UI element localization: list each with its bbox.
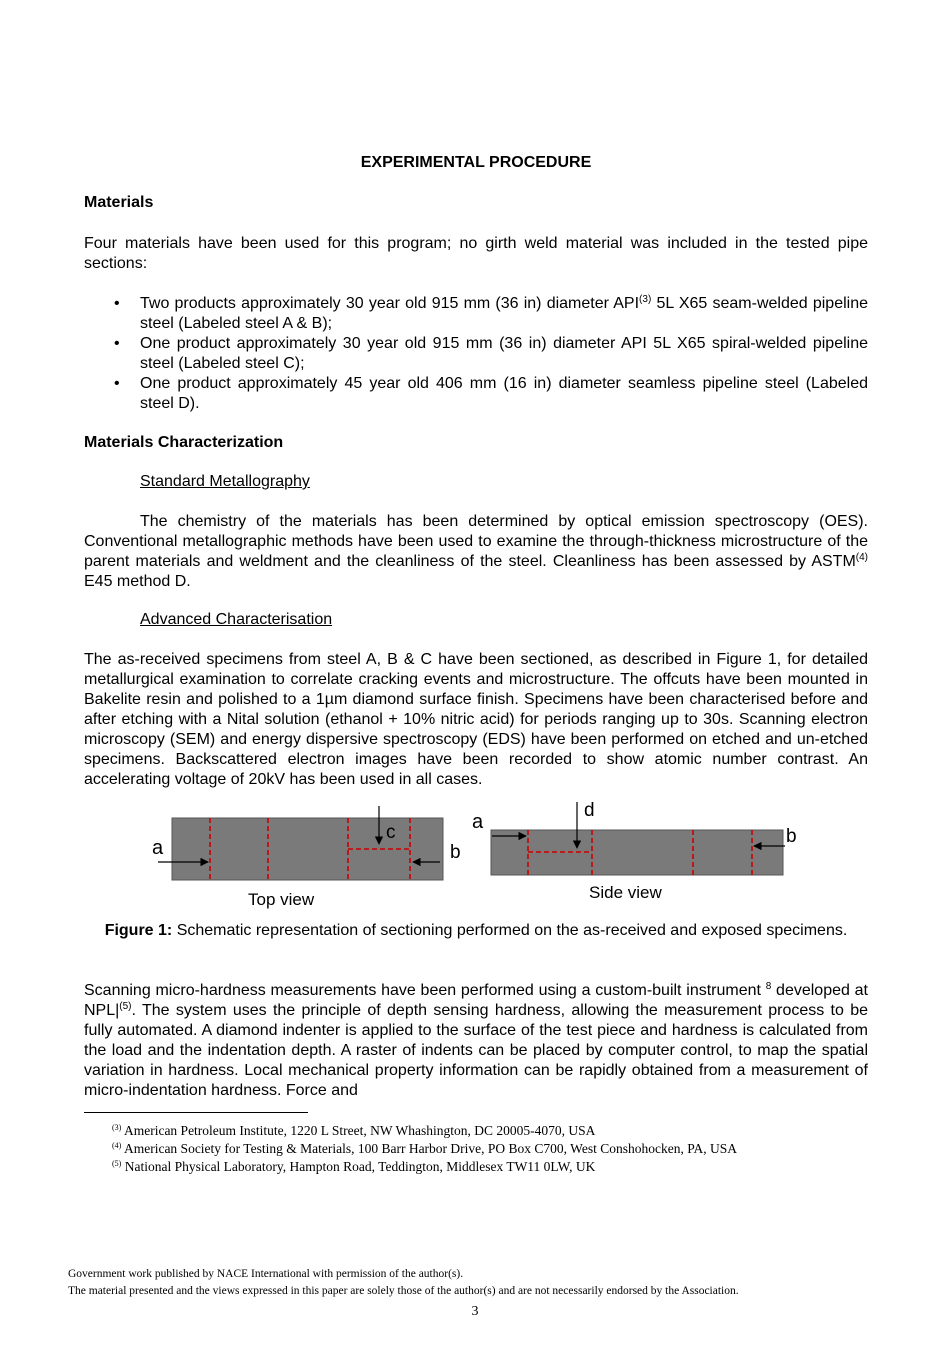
section-title: EXPERIMENTAL PROCEDURE (360, 154, 592, 171)
list-item: • One product approximately 45 year old 406 mm (16 in) diameter seamless pipeline steel (Labeled steel D). (114, 375, 868, 412)
label-d: d (584, 800, 595, 821)
figure-1-caption: Figure 1: Schematic representation of sectioning performed on the as-received and exposed specimens. (104, 922, 848, 939)
top-view-label: Top view (248, 890, 315, 909)
advanced-characterisation-text: The as-received specimens from steel A, B & C have been sectioned, as described in Figure 1, for detailed metallurgical examination to correlate cracking events and microstructure. The offcuts have been mounted in Bakelite resin and polished to a 1µm diamond surface finish. Specimens have been characterised before and after etching with a Nital solution (ethanol + 10% nitric acid) for periods ranging up to 30s. Scanning electron microscopy (SEM) and energy dispersive spectroscopy (EDS) have been performed on etched and un-etched specimens. Backscattered electron images have been recorded to show atomic number contrast. An accelerating voltage of 20kV has been used in all cases. (84, 651, 868, 788)
footnote-item: $^{(4)}$ American Society for Testing & Materials, 100 Barr Harbor Drive, PO Box C700, West Conshohocken, PA, USA (112, 1141, 737, 1156)
label-b: b (786, 826, 797, 847)
side-view-specimen-bar (491, 830, 783, 875)
footer-line: Government work published by NACE International with permission of the author(s). (68, 1268, 464, 1280)
footnotes (112, 1122, 737, 1176)
materials-intro: Four materials have been used for this program; no girth weld material was included in the tested pipe sections: (84, 235, 868, 272)
footnote-item: $^{(3)}$ American Petroleum Institute, 1220 L Street, NW Whashington, DC 20005-4070, USA (112, 1123, 596, 1138)
bullet-icon: • (114, 335, 120, 352)
figure-1-schematic (140, 800, 820, 912)
label-c: c (386, 822, 396, 843)
bullet-icon: • (114, 295, 120, 312)
top-view-diagram (152, 806, 461, 909)
page-footer (68, 1266, 739, 1300)
label-b: b (450, 842, 461, 863)
footnote-divider (84, 1112, 308, 1113)
label-a: a (472, 811, 484, 833)
footer-line: The material presented and the views expressed in this paper are solely those of the author(s) and are not necessarily endorsed by the Association. (68, 1285, 739, 1297)
side-view-label: Side view (589, 883, 662, 902)
label-a: a (152, 837, 164, 859)
footnote-item: $^{(5)}$ National Physical Laboratory, Hampton Road, Teddington, Middlesex TW11 0LW, UK (112, 1159, 596, 1174)
characterization-heading: Materials Characterization (84, 434, 284, 451)
standard-metallography-subheading: Standard Metallography (140, 473, 310, 490)
bullet-icon: • (114, 375, 120, 392)
list-item: • Two products approximately 30 year old 915 mm (36 in) diameter API$^{(3)}$ 5L X65 seam-welded pipeline steel (Labeled steel A & B); (114, 294, 869, 332)
standard-metallography-text: The chemistry of the materials has been determined by optical emission spectroscopy (OES). Conventional metallographic methods have been used to examine the through-thickness microstructure of the parent materials and weldment and the cleanliness of the steel. Cleanliness has been assessed by ASTM$^{(4)}$ E45 method D. (84, 513, 868, 590)
materials-list (84, 294, 868, 414)
top-view-specimen-bar (172, 818, 443, 880)
materials-heading: Materials (84, 194, 154, 211)
list-item: • One product approximately 30 year old 915 mm (36 in) diameter API 5L X65 spiral-welded pipeline steel (Labeled steel C); (114, 335, 868, 372)
hardness-text: Scanning micro-hardness measurements have been performed using a custom-built instrument $^8$ developed at $NPL|^{(5)}$. The system uses the principle of depth sensing hardness, allowing the measurement process to be fully automated. A diamond indenter is applied to the surface of the test piece and hardness is calculated from the load and the indentation depth. A raster of indents can be placed by computer control, to map the spatial variation in hardness. Local mechanical property information can be rapidly obtained from a measurement of micro-indentation hardness. Force and (84, 981, 868, 1099)
page-number: 3 (471, 1304, 479, 1319)
side-view-diagram (472, 800, 797, 902)
advanced-characterisation-subheading: Advanced Characterisation (140, 611, 333, 628)
